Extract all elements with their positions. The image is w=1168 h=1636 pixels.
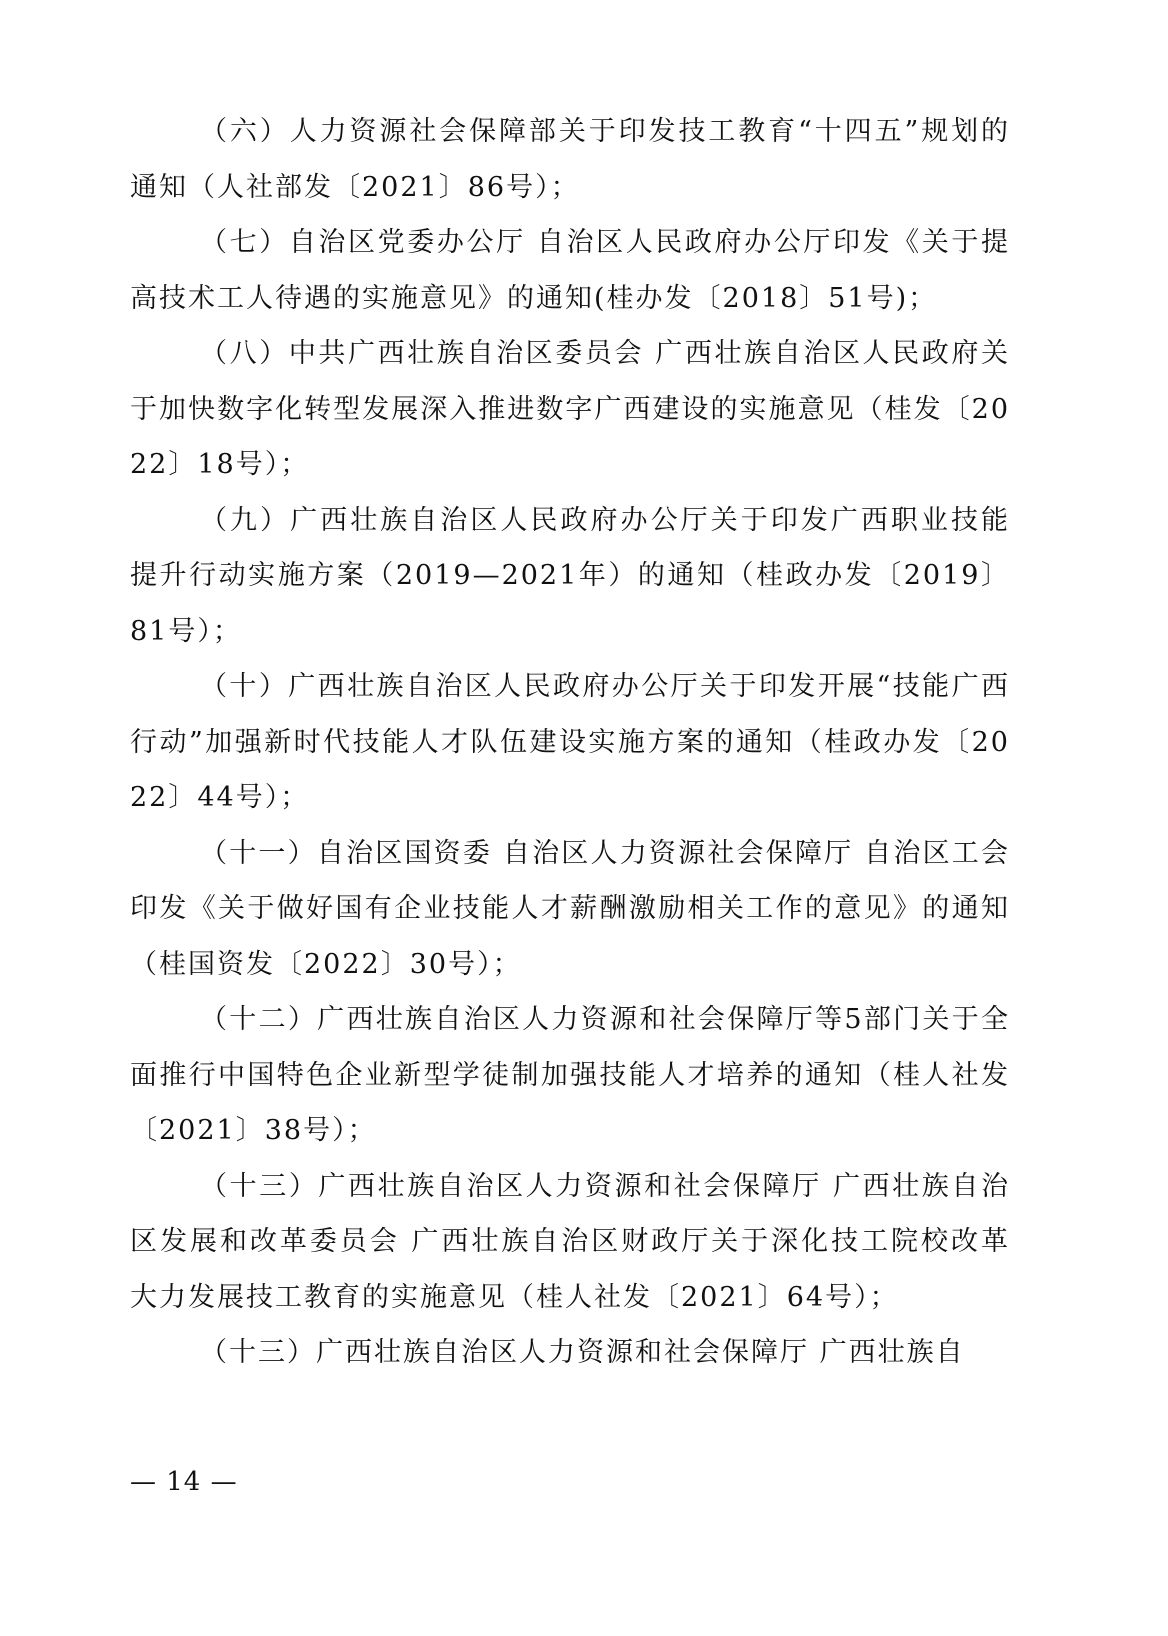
page-number: — 14 — xyxy=(130,1467,238,1497)
paragraph-10: （十）广西壮族自治区人民政府办公厅关于印发开展“技能广西行动”加强新时代技能人才队伍建设实施方案的通知（桂政办发〔2022〕44号）； xyxy=(130,671,1010,813)
paragraph-8: （八）中共广西壮族自治区委员会 广西壮族自治区人民政府关于加快数字化转型发展深入推进数字广西建设的实施意见（桂发〔2022〕18号）； xyxy=(130,338,1010,480)
paragraph-13-continued: （十三）广西壮族自治区人力资源和社会保障厅 广西壮族自 xyxy=(200,1337,965,1368)
paragraph-6: （六）人力资源社会保障部关于印发技工教育“十四五”规划的通知（人社部发〔2021〕86号）； xyxy=(130,116,1010,203)
paragraph-9: （九）广西壮族自治区人民政府办公厅关于印发广西职业技能提升行动实施方案（2019—2021年）的通知（桂政办发〔2019〕81号）； xyxy=(130,504,1010,647)
paragraph-12: （十二）广西壮族自治区人力资源和社会保障厅等5部门关于全面推行中国特色企业新型学徒制加强技能人才培养的通知（桂人社发〔2021〕38号）； xyxy=(130,1004,1010,1146)
paragraph-11: （十一）自治区国资委 自治区人力资源社会保障厅 自治区工会印发《关于做好国有企业技能人才薪酬激励相关工作的意见》的通知（桂国资发〔2022〕30号）； xyxy=(130,837,1010,980)
document-body xyxy=(130,104,1010,1381)
paragraph-7: （七）自治区党委办公厅 自治区人民政府办公厅印发《关于提高技术工人待遇的实施意见》的通知(桂办发〔2018〕51号)； xyxy=(130,227,1010,314)
paragraph-13: （十三）广西壮族自治区人力资源和社会保障厅 广西壮族自治区发展和改革委员会 广西壮族自治区财政厅关于深化技工院校改革 大力发展技工教育的实施意见（桂人社发〔2021〕64号）； xyxy=(130,1170,1010,1313)
